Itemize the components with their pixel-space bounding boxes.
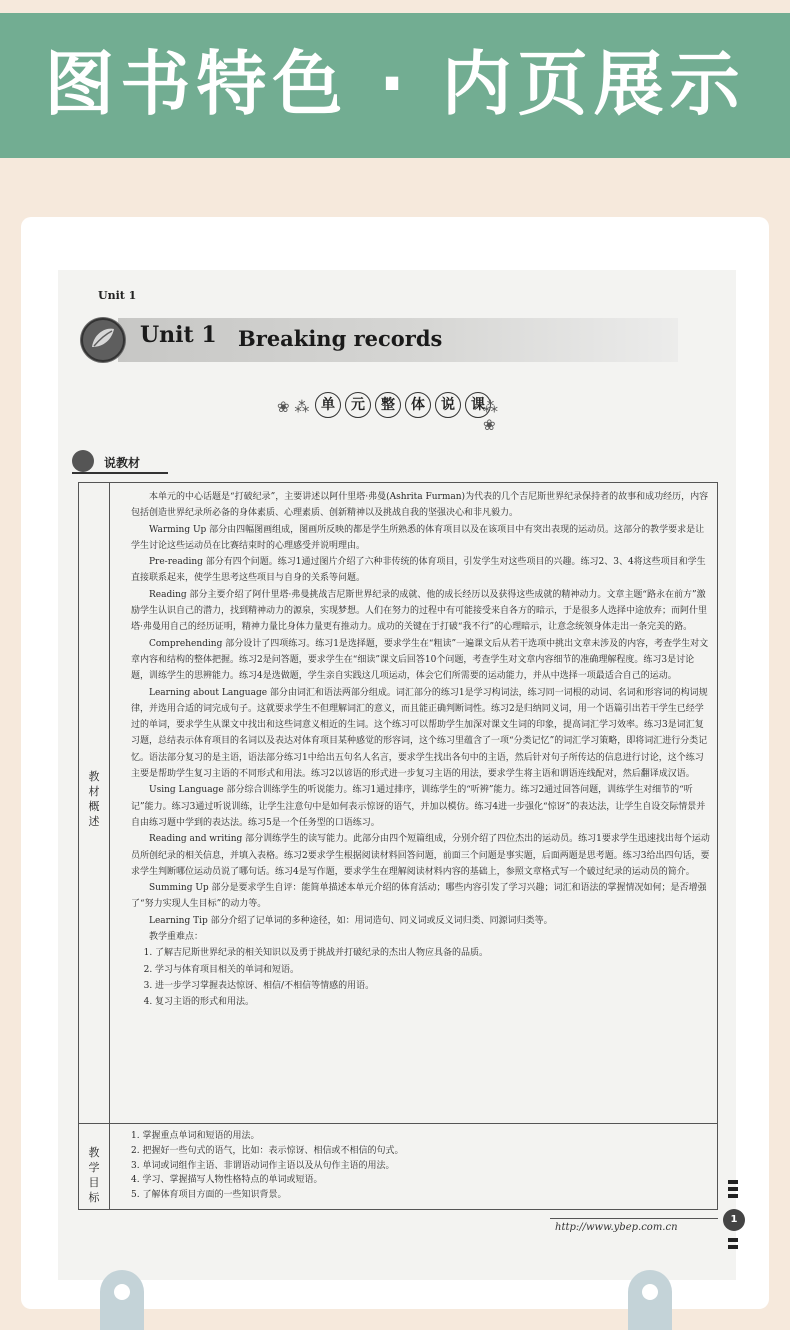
section-char: 说 (435, 392, 461, 418)
footer-url[interactable]: http://www.ybep.com.cn (555, 1222, 678, 1233)
row-divider (79, 1123, 717, 1124)
section-char: 整 (375, 392, 401, 418)
overview-text (131, 489, 711, 1011)
binder-tab (628, 1270, 672, 1330)
overview-paragraph: 4. 复习主语的形式和用法。 (143, 997, 255, 1008)
speaker-label: 说教材 (104, 456, 141, 470)
overview-paragraph: 2. 学习与体育项目相关的单词和短语。 (143, 964, 300, 975)
overview-paragraph: Comprehending 部分设计了四项练习。练习1是选择题，要求学生在“粗读”一遍课文后从若干选项中挑出文章未涉及的内容，考查学生对文章内容和结构的整体把握。练习2是问答题，要求学生在“细读”课文后回答10个问题，考查学生对文章内容细节的准确理解程度。练习3是讨论题，训练学生的思辨能力。练习4是选做题，学生亲自实践这几项运动，体会它们所需要的运动能力，并从中选择一项最适合自己的运动。 (131, 638, 709, 682)
goal-item: 1. 掌握重点单词和短语的用法。 (131, 1131, 260, 1141)
binder-tab (100, 1270, 144, 1330)
overview-paragraph: 本单元的中心话题是“打破纪录”，主要讲述以阿什里塔·弗曼(Ashrita Furman)为代表的几个吉尼斯世界纪录保持者的故事和成功经历，内容包括创造世界纪录所必备的身体素质、心理素质、创新精神以及挑战自我的坚强决心和非凡毅力。 (131, 492, 709, 519)
footer-line (550, 1218, 718, 1219)
section-char: 元 (345, 392, 371, 418)
overview-paragraph: 1. 了解吉尼斯世界纪录的相关知识以及勇于挑战并打破纪录的杰出人物应具备的品质。 (143, 948, 489, 959)
goal-item: 5. 了解体育项目方面的一些知识背景。 (131, 1190, 287, 1201)
right-ornament-icon: ⁂ ❀ (483, 398, 498, 434)
leaf-icon (80, 317, 126, 363)
goals-label: 教 学 目 标 (88, 1146, 100, 1204)
overview-paragraph: Learning Tip 部分介绍了记单词的多种途径，如：用词造句、同义词或反义词归类、同源词归类等。 (149, 915, 553, 926)
overview-paragraph: 3. 进一步学习掌握表达惊讶、相信/不相信等情感的用语。 (143, 980, 375, 991)
left-ornament-icon: ❀ ⁂ (277, 398, 310, 416)
overview-paragraph: Learning about Language 部分由词汇和语法两部分组成。词汇部分的练习1是学习构词法，练习同一词根的动词、名词和形容词的构词规律，并选用合适的词完成句子。这就要求学生不但理解词汇的意义，而且能正确判断词性。练习2是归纳同义词，用一个语篇引出若干学生已经学过的单词，要求学生从课文中找出和这些词意义相近的生词。这个练习可以帮助学生加深对课文生词的印象，提高词汇学习效率。练习3是词汇复习题，总结表示体育项目的名词以及表达对体育项目某种感觉的形容词，这个练习里蕴含了一项“分类记忆”的词汇学习策略，即将词汇进行分类记忆。语法部分复习的是主语，语法部分练习1中给出五句名人名言，要求学生找出各句中的主语，然后针对句子所传达的信息进行讨论，这个练习主要是帮助学生复习主语的不同形式和用法。练习2以谚语的形式进一步复习主语的用法，要求学生将主语和谓语连线配对，然后翻译成汉语。 (131, 687, 708, 780)
overview-paragraph: 教学重难点： (149, 932, 204, 943)
overview-paragraph: Summing Up 部分是要求学生自评：能简单描述本单元介绍的体育活动；哪些内容引发了学习兴趣；词汇和语法的掌握情况如何；是否增强了“努力实现人生目标”的动力等。 (131, 883, 707, 910)
goal-item: 3. 单词或词组作主语、非谓语动词作主语以及从句作主语的用法。 (131, 1160, 395, 1171)
page-number: 1 (723, 1209, 745, 1231)
unit-number: Unit 1 (140, 322, 217, 348)
unit-title: Breaking records (238, 326, 443, 351)
overview-paragraph: Warming Up 部分由四幅图画组成，图画所反映的都是学生所熟悉的体育项目以及在该项目中有突出表现的运动员。这部分的教学要求是让学生讨论这些运动员在比赛结束时的心理感受并说明理由。 (131, 524, 705, 551)
page-marker-bars (728, 1238, 738, 1252)
section-char: 单 (315, 392, 341, 418)
overview-paragraph: Reading 部分主要介绍了阿什里塔·弗曼挑战吉尼斯世界纪录的成就、他的成长经历以及获得这些成就的精神动力。文章主题“路永在前方”激励学生认识自己的潜力，找到精神动力的源泉，实现梦想。人们在努力的过程中有可能接受来自各方的暗示，于是很多人选择中途放弃；而阿什里塔·弗曼用自己的经历证明，精神力量比身体力量更有推动力。成功的关键在于打破“我不行”的心理暗示，让意念统领身体走出一条完美的路。 (131, 589, 708, 633)
goal-item: 4. 学习、掌握描写人物性格特点的单词或短语。 (131, 1175, 323, 1186)
page-marker-bars (728, 1180, 738, 1201)
overview-label: 教 材 概 述 (88, 770, 100, 828)
section-title (275, 388, 505, 434)
header-banner (0, 13, 790, 158)
section-char: 体 (405, 392, 431, 418)
overview-paragraph: Reading and writing 部分训练学生的读写能力。此部分由四个短篇组成，分别介绍了四位杰出的运动员。练习1要求学生迅速找出每个运动员所创纪录的相关信息，并填入表格。练习2要求学生根据阅读材料回答问题，前面三个问题是事实题，后面两题是思考题。练习3给出四句话，要求学生判断哪位运动员说了哪句话。练习4是写作题，要求学生在理解阅读材料内容的基础上，参照文章格式写一个破过纪录的运动员的简介。 (131, 834, 710, 877)
running-header: Unit 1 (98, 289, 137, 302)
goals-list (131, 1129, 711, 1203)
speaker-icon (72, 450, 94, 472)
overview-paragraph: Using Language 部分综合训练学生的听说能力。练习1通过排序，训练学生的“听辨”能力。练习2通过回答问题，训练学生对细节的“听记”能力。练习3通过听说训练，让学生注意句中是如何表示惊讶的语气，并加以模仿。练习4进一步强化“惊讶”的表达法，让学生自设交际情景并自由练习题中学到的表达法。练习5是一个任务型的口语练习。 (131, 785, 706, 828)
goal-item: 2. 把握好一些句式的语气，比如：表示惊讶、相信或不相信的句式。 (131, 1145, 404, 1156)
content-table (78, 482, 718, 1210)
banner-title: 图书特色 · 内页展示 (44, 43, 746, 125)
section-char: 课 (465, 392, 491, 418)
speaker-underline (72, 472, 168, 474)
column-divider (109, 483, 110, 1209)
overview-paragraph: Pre-reading 部分有四个问题。练习1通过图片介绍了六种非传统的体育项目，引发学生对这些项目的兴趣。练习2、3、4将这些项目和学生直接联系起来，使学生思考这些项目与自身的关系等问题。 (131, 557, 706, 584)
